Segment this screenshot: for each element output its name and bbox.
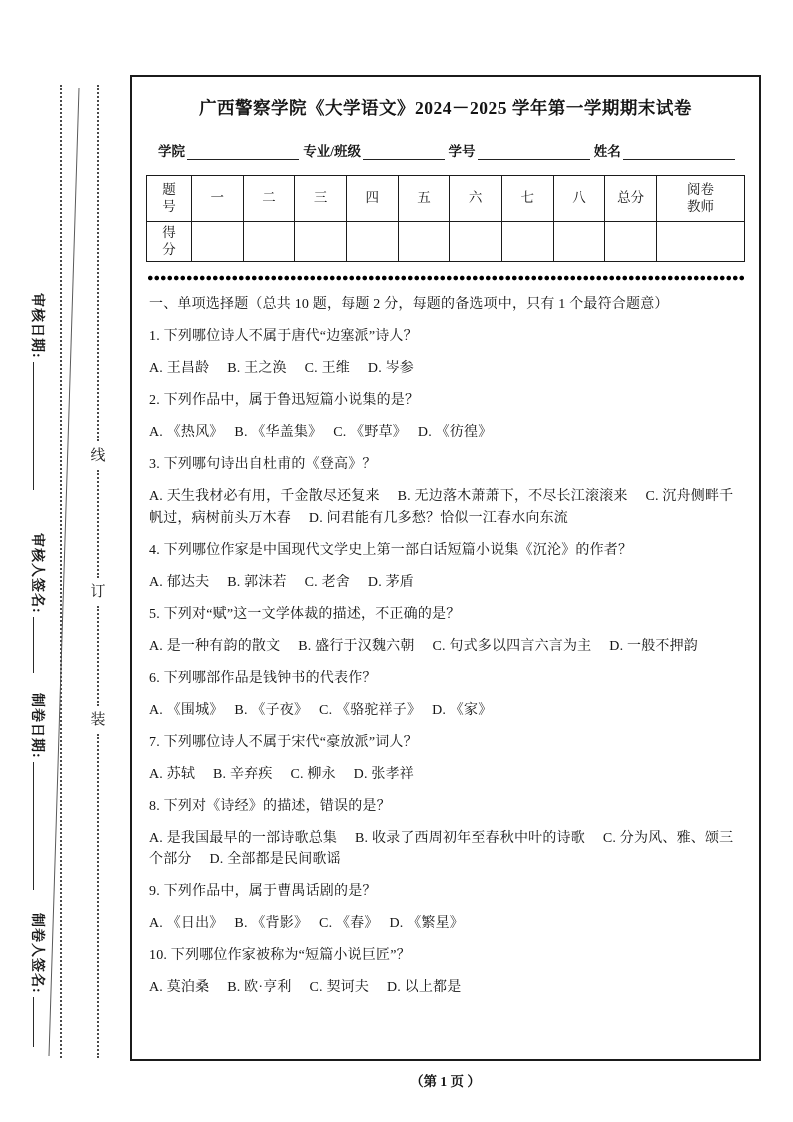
seal-field-reviewer-signature <box>28 533 46 673</box>
question-options: A. 《日出》 B. 《背影》 C. 《春》 D. 《繁星》 <box>149 916 464 931</box>
question-stem: 8. 下列对《诗经》的描述，错误的是？ <box>149 798 391 814</box>
score-col-header: 六 <box>450 176 502 222</box>
score-row-label: 得分 <box>147 222 192 262</box>
score-col-header: 五 <box>398 176 450 222</box>
question-stem: 3. 下列哪句诗出自杜甫的《登高》？ <box>149 457 377 472</box>
info-label: 专业/班级 <box>303 144 362 159</box>
info-field-college <box>158 140 299 160</box>
score-cell-empty <box>191 222 243 262</box>
question-stem: 9. 下列作品中，属于曹禺话剧的是？ <box>149 884 377 899</box>
diagonal-fold-line <box>0 0 130 1122</box>
seal-field-label: 审核日期: <box>29 293 44 359</box>
question-options: A. 郁达夫 B. 郭沫若 C. 老舍 D. 茅盾 <box>149 574 414 590</box>
exam-sheet <box>130 75 761 1061</box>
score-cell-empty <box>605 222 657 262</box>
info-field-student-id <box>449 140 590 160</box>
question-options: A. 《围城》 B. 《子夜》 C. 《骆驼祥子》 D. 《家》 <box>149 702 493 718</box>
seal-field-maker-signature <box>28 913 46 1047</box>
page-title: 广西警察学院《大学语文》2024－2025 学年第一学期期末试卷 <box>199 98 692 118</box>
score-table-header-row <box>147 176 745 222</box>
page-number: （第 1 页 ） <box>410 1074 481 1089</box>
info-blank-line <box>478 145 590 160</box>
binding-dotted-line-segment <box>97 606 99 706</box>
score-col-header-grader: 阅卷教师 <box>656 176 744 222</box>
question-options: A. 是一种有韵的散文 B. 盛行于汉魏六朝 C. 句式多以四言六言为主 D. 一般不押韵 <box>149 638 698 654</box>
student-info-row <box>158 140 739 160</box>
binding-dotted-line-segment <box>97 470 99 578</box>
question-options: A. 莫泊桑 B. 欧·亨利 C. 契诃夫 D. 以上都是 <box>149 980 462 995</box>
info-blank-line <box>363 145 444 160</box>
exam-body <box>146 294 745 999</box>
info-label: 学院 <box>158 144 185 159</box>
binding-char-bind: 装 <box>90 712 106 728</box>
score-table-score-row <box>147 222 745 262</box>
score-cell-empty <box>656 222 744 262</box>
score-cell-empty <box>295 222 347 262</box>
binding-dotted-line-segment <box>97 85 99 441</box>
score-cell-empty <box>346 222 398 262</box>
seal-field-label: 制卷日期: <box>29 693 44 759</box>
score-cell-empty <box>450 222 502 262</box>
seal-fill-line <box>33 617 46 673</box>
info-field-major-class <box>303 140 444 160</box>
score-cell-empty <box>398 222 450 262</box>
score-col-header: 三 <box>295 176 347 222</box>
info-label: 姓名 <box>593 144 621 159</box>
question-stem: 4. 下列哪位作家是中国现代文学史上第一部白话短篇小说集《沉沦》的作者？ <box>149 542 633 558</box>
score-header-question-no: 题号 <box>147 176 192 222</box>
seal-fill-line <box>33 762 46 890</box>
question-stem: 5. 下列对“赋”这一文学体裁的描述，不正确的是？ <box>149 606 461 622</box>
score-cell-empty <box>553 222 605 262</box>
seal-margin <box>0 0 130 1122</box>
score-col-header: 二 <box>243 176 295 222</box>
binding-char-line: 线 <box>90 448 106 464</box>
question-stem: 6. 下列哪部作品是钱钟书的代表作？ <box>149 670 377 686</box>
question-options: A. 《热风》 B. 《华盖集》 C. 《野草》 D. 《彷徨》 <box>149 425 493 440</box>
question-stem: 10. 下列哪位作家被称为“短篇小说巨匠”？ <box>149 948 411 963</box>
score-col-header: 四 <box>346 176 398 222</box>
score-col-header: 八 <box>553 176 605 222</box>
score-table <box>146 175 745 262</box>
question-stem: 2. 下列作品中，属于鲁迅短篇小说集的是？ <box>149 393 420 408</box>
seal-field-label: 制卷人签名: <box>29 913 44 994</box>
info-label: 学号 <box>448 144 476 159</box>
binding-dotted-line-segment <box>97 734 99 1058</box>
seal-field-label: 审核人签名: <box>29 533 44 614</box>
score-cell-empty <box>501 222 553 262</box>
score-cell-empty <box>243 222 295 262</box>
seal-field-review-date <box>28 293 46 490</box>
question-stem: 1. 下列哪位诗人不属于唐代“边塞派”诗人？ <box>149 329 418 344</box>
questions-list <box>149 326 742 999</box>
question-options: A. 天生我材必有用，千金散尽还复来 B. 无边落木萧萧下，不尽长江滚滚来 C. 沉舟侧畔千帆过，病树前头万木春 D. 问君能有几多愁？恰似一江春水向东流 <box>149 489 734 526</box>
question-options: A. 是我国最早的一部诗歌总集 B. 收录了西周初年至春秋中叶的诗歌 C. 分为风、雅、颂三个部分 D. 全部都是民间歌谣 <box>149 830 734 867</box>
info-field-name <box>594 140 735 160</box>
binding-char-staple: 订 <box>90 584 106 600</box>
dotted-separator <box>147 275 744 281</box>
section-heading: 一、单项选择题（总共 10 题，每题 2 分，每题的备选项中，只有 1 个最符合题意） <box>149 297 669 312</box>
score-col-header: 一 <box>191 176 243 222</box>
question-options: A. 王昌龄 B. 王之涣 C. 王维 D. 岑参 <box>149 361 414 376</box>
info-blank-line <box>623 145 735 160</box>
binding-dotted-line-outer <box>60 85 62 1058</box>
score-col-header-total: 总分 <box>605 176 657 222</box>
info-blank-line <box>187 145 299 160</box>
seal-fill-line <box>33 997 46 1047</box>
seal-field-maker-date <box>28 693 46 890</box>
score-col-header: 七 <box>501 176 553 222</box>
seal-fill-line <box>33 362 46 490</box>
question-stem: 7. 下列哪位诗人不属于宋代“豪放派”词人？ <box>149 734 418 750</box>
question-options: A. 苏轼 B. 辛弃疾 C. 柳永 D. 张孝祥 <box>149 766 414 782</box>
